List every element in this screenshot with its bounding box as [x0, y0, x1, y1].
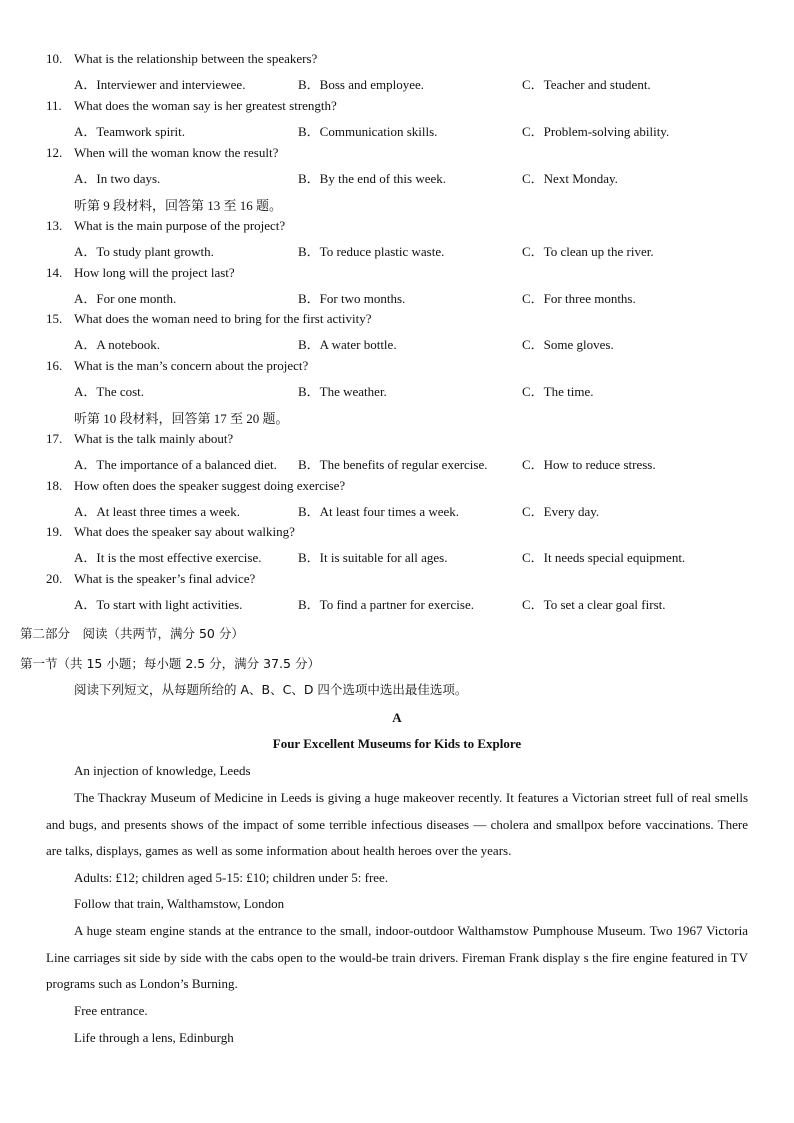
museum-1-paragraph: The Thackray Museum of Medicine in Leeds is giving a huge makeover recently. It features a Victorian street full of real smells and bugs, and presents shows of the impact of some terrible infectious diseases — cholera and smallpox before vaccinations. There are talks, displays, games as well as some information about health heroes over the years.: [46, 790, 748, 859]
museum-2-heading: Follow that train, Walthamstow, London: [74, 896, 285, 911]
option-a: A．Teamwork spirit.: [74, 124, 186, 139]
question-stem: What is the talk mainly about?: [74, 431, 234, 446]
option-b: B．A water bottle.: [298, 337, 397, 352]
option-a: A．For one month.: [74, 291, 177, 306]
option-a: A．To start with light activities.: [74, 597, 243, 612]
option-a: A．Interviewer and interviewee.: [74, 77, 246, 92]
question-number: 12.: [46, 145, 63, 160]
passage-title: Four Excellent Museums for Kids to Explore: [272, 736, 522, 751]
section-9-instruction: 听第 9 段材料，回答第 13 至 16 题。: [74, 198, 283, 213]
option-b: B．At least four times a week.: [298, 504, 460, 519]
question-number: 13.: [46, 218, 63, 233]
option-c: C．It needs special equipment.: [522, 550, 686, 565]
option-b: B．The benefits of regular exercise.: [298, 457, 488, 472]
option-c: C．To clean up the river.: [522, 244, 654, 259]
part-two-title: 第二部分 阅读（共两节，满分 50 分）: [20, 626, 244, 641]
question-stem: What does the speaker say about walking?: [74, 524, 295, 539]
option-b: B．The weather.: [298, 384, 387, 399]
option-c: C．The time.: [522, 384, 594, 399]
question-stem: What is the man’s concern about the project?: [74, 358, 309, 373]
option-a: A．A notebook.: [74, 337, 160, 352]
option-c: C．For three months.: [522, 291, 636, 306]
question-stem: What is the main purpose of the project?: [74, 218, 286, 233]
museum-3-heading: Life through a lens, Edinburgh: [74, 1030, 234, 1045]
option-c: C．Every day.: [522, 504, 600, 519]
option-a: A．To study plant growth.: [74, 244, 214, 259]
question-stem: What does the woman say is her greatest strength?: [74, 98, 337, 113]
question-stem: What does the woman need to bring for the first activity?: [74, 311, 372, 326]
museum-2-paragraph: A huge steam engine stands at the entrance to the small, indoor-outdoor Walthamstow Pumphouse Museum. Two 1967 Victoria Line carriages sit side by side with the cabs open to the would-be train drivers. Fireman Frank display s the fire engine featured in TV programs such as London’s Burning.: [46, 923, 748, 992]
question-number: 15.: [46, 311, 63, 326]
question-number: 11.: [46, 98, 62, 113]
option-c: C．Problem-solving ability.: [522, 124, 670, 139]
museum-1-price: Adults: £12; children aged 5-15: £10; children under 5: free.: [74, 870, 389, 885]
option-c: C．Some gloves.: [522, 337, 614, 352]
question-number: 19.: [46, 524, 63, 539]
question-stem: What is the speaker’s final advice?: [74, 571, 256, 586]
option-c: C．Teacher and student.: [522, 77, 651, 92]
option-b: B．By the end of this week.: [298, 171, 447, 186]
option-b: B．To find a partner for exercise.: [298, 597, 474, 612]
option-b: B．To reduce plastic waste.: [298, 244, 445, 259]
question-stem: How often does the speaker suggest doing exercise?: [74, 478, 346, 493]
question-number: 20.: [46, 571, 63, 586]
section-10-instruction: 听第 10 段材料，回答第 17 至 20 题。: [74, 411, 289, 426]
question-stem: How long will the project last?: [74, 265, 235, 280]
option-c: C．How to reduce stress.: [522, 457, 656, 472]
passage-letter: A: [392, 710, 402, 725]
reading-instruction: 阅读下列短文，从每题所给的 A、B、C、D 四个选项中选出最佳选项。: [74, 682, 468, 697]
question-number: 16.: [46, 358, 63, 373]
question-number: 18.: [46, 478, 63, 493]
option-b: B．Boss and employee.: [298, 77, 425, 92]
section-one-title: 第一节（共 15 小题；每小题 2.5 分，满分 37.5 分）: [20, 656, 320, 671]
option-a: A．In two days.: [74, 171, 161, 186]
museum-2-price: Free entrance.: [74, 1003, 148, 1018]
question-stem: What is the relationship between the speakers?: [74, 51, 318, 66]
option-c: C．Next Monday.: [522, 171, 618, 186]
option-a: A．It is the most effective exercise.: [74, 550, 262, 565]
museum-1-heading: An injection of knowledge, Leeds: [74, 763, 251, 778]
question-number: 14.: [46, 265, 63, 280]
option-a: A．The importance of a balanced diet.: [74, 457, 277, 472]
question-stem: When will the woman know the result?: [74, 145, 279, 160]
option-b: B．Communication skills.: [298, 124, 438, 139]
option-a: A．The cost.: [74, 384, 145, 399]
option-b: B．For two months.: [298, 291, 406, 306]
question-number: 10.: [46, 51, 63, 66]
option-a: A．At least three times a week.: [74, 504, 241, 519]
question-number: 17.: [46, 431, 63, 446]
option-c: C．To set a clear goal first.: [522, 597, 666, 612]
option-b: B．It is suitable for all ages.: [298, 550, 448, 565]
